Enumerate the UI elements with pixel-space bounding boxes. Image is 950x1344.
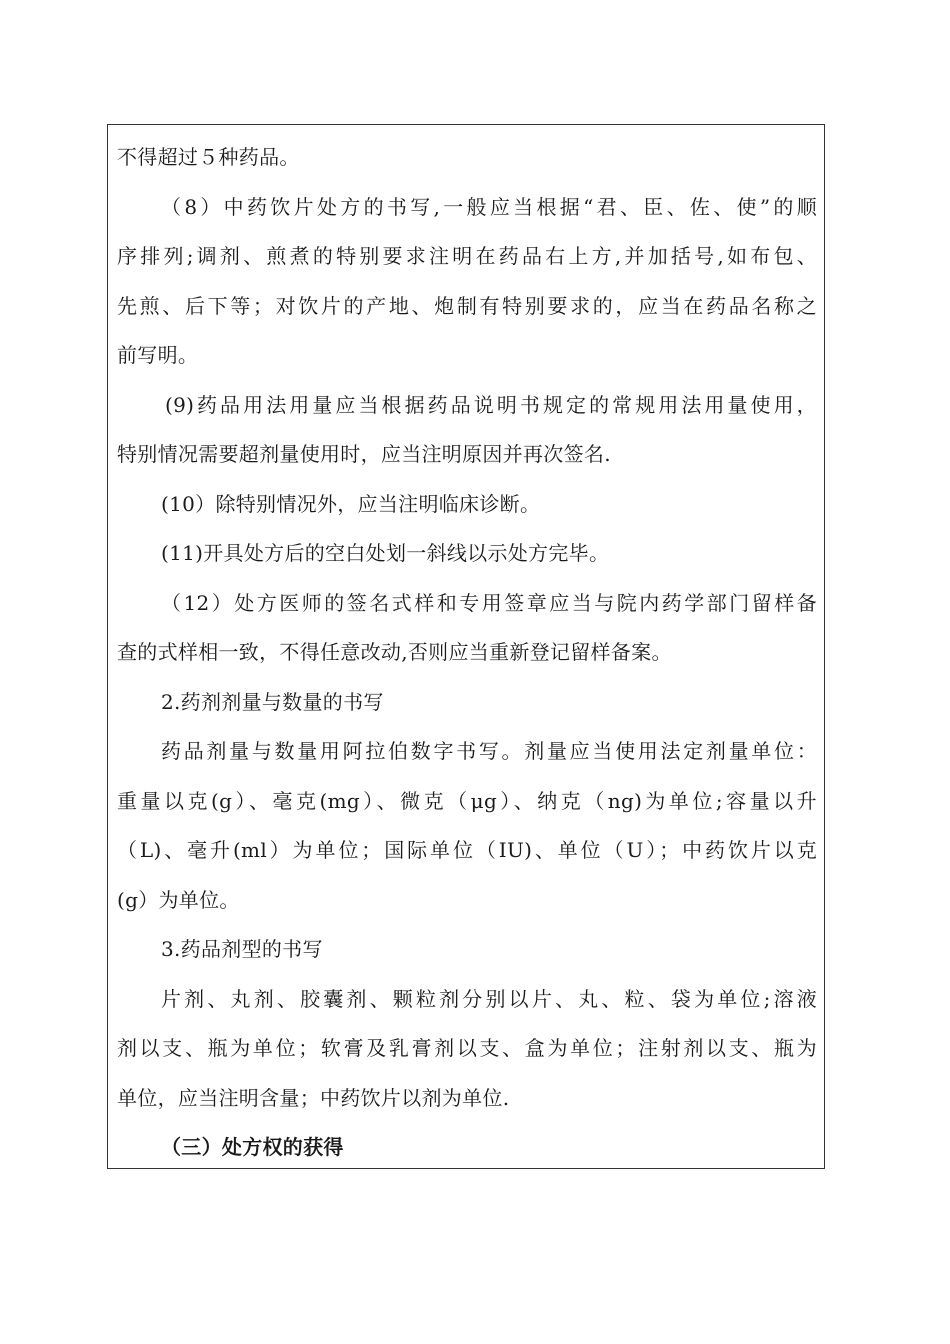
content-frame <box>107 124 825 1169</box>
text-line: (g）为单位。 <box>117 887 240 912</box>
text-line: 不得超过５种药品。 <box>117 145 300 169</box>
text-line: 药品剂量与数量用阿拉伯数字书写。剂量应当使用法定剂量单位： <box>161 739 817 763</box>
text-line: 查的式样相一致，不得任意改动,否则应当重新登记留样备案。 <box>117 640 672 664</box>
section-heading: 2.药剂剂量与数量的书写 <box>161 689 384 714</box>
text-line: (10）除特别情况外，应当注明临床诊断。 <box>161 491 541 516</box>
section-heading: 3.药品剂型的书写 <box>161 937 323 961</box>
text-line: 序排列;调剂、煎煮的特别要求注明在药品右上方,并加括号,如布包、 <box>117 244 817 268</box>
text-line: 剂以支、瓶为单位；软膏及乳膏剂以支、盒为单位；注射剂以支、瓶为 <box>117 1036 817 1060</box>
chapter-heading: （三）处方权的获得 <box>161 1135 344 1159</box>
text-line: 前写明。 <box>117 343 199 367</box>
text-line: 单位，应当注明含量；中药饮片以剂为单位. <box>117 1085 510 1110</box>
text-line: 特别情况需要超剂量使用时，应当注明原因并再次签名. <box>117 442 611 466</box>
text-line: (11)开具处方后的空白处划一斜线以示处方完毕。 <box>161 541 610 565</box>
text-line: 重量以克(g）、毫克(mg）、微克（μg）、纳克（ng)为单位;容量以升 <box>117 788 817 813</box>
document-body <box>117 133 817 1173</box>
text-line: 片剂、丸剂、胶囊剂、颗粒剂分别以片、丸、粒、袋为单位;溶液 <box>161 986 817 1011</box>
text-line: （8）中药饮片处方的书写,一般应当根据“君、臣、佐、使”的顺 <box>161 194 817 219</box>
text-line: 先煎、后下等；对饮片的产地、炮制有特别要求的，应当在药品名称之 <box>117 293 817 318</box>
text-line: (9)药品用法用量应当根据药品说明书规定的常规用法用量使用， <box>165 392 817 417</box>
text-line: （12）处方医师的签名式样和专用签章应当与院内药学部门留样备 <box>161 590 817 615</box>
text-line: （L)、毫升(ml）为单位；国际单位（IU)、单位（U）；中药饮片以克 <box>117 838 817 862</box>
